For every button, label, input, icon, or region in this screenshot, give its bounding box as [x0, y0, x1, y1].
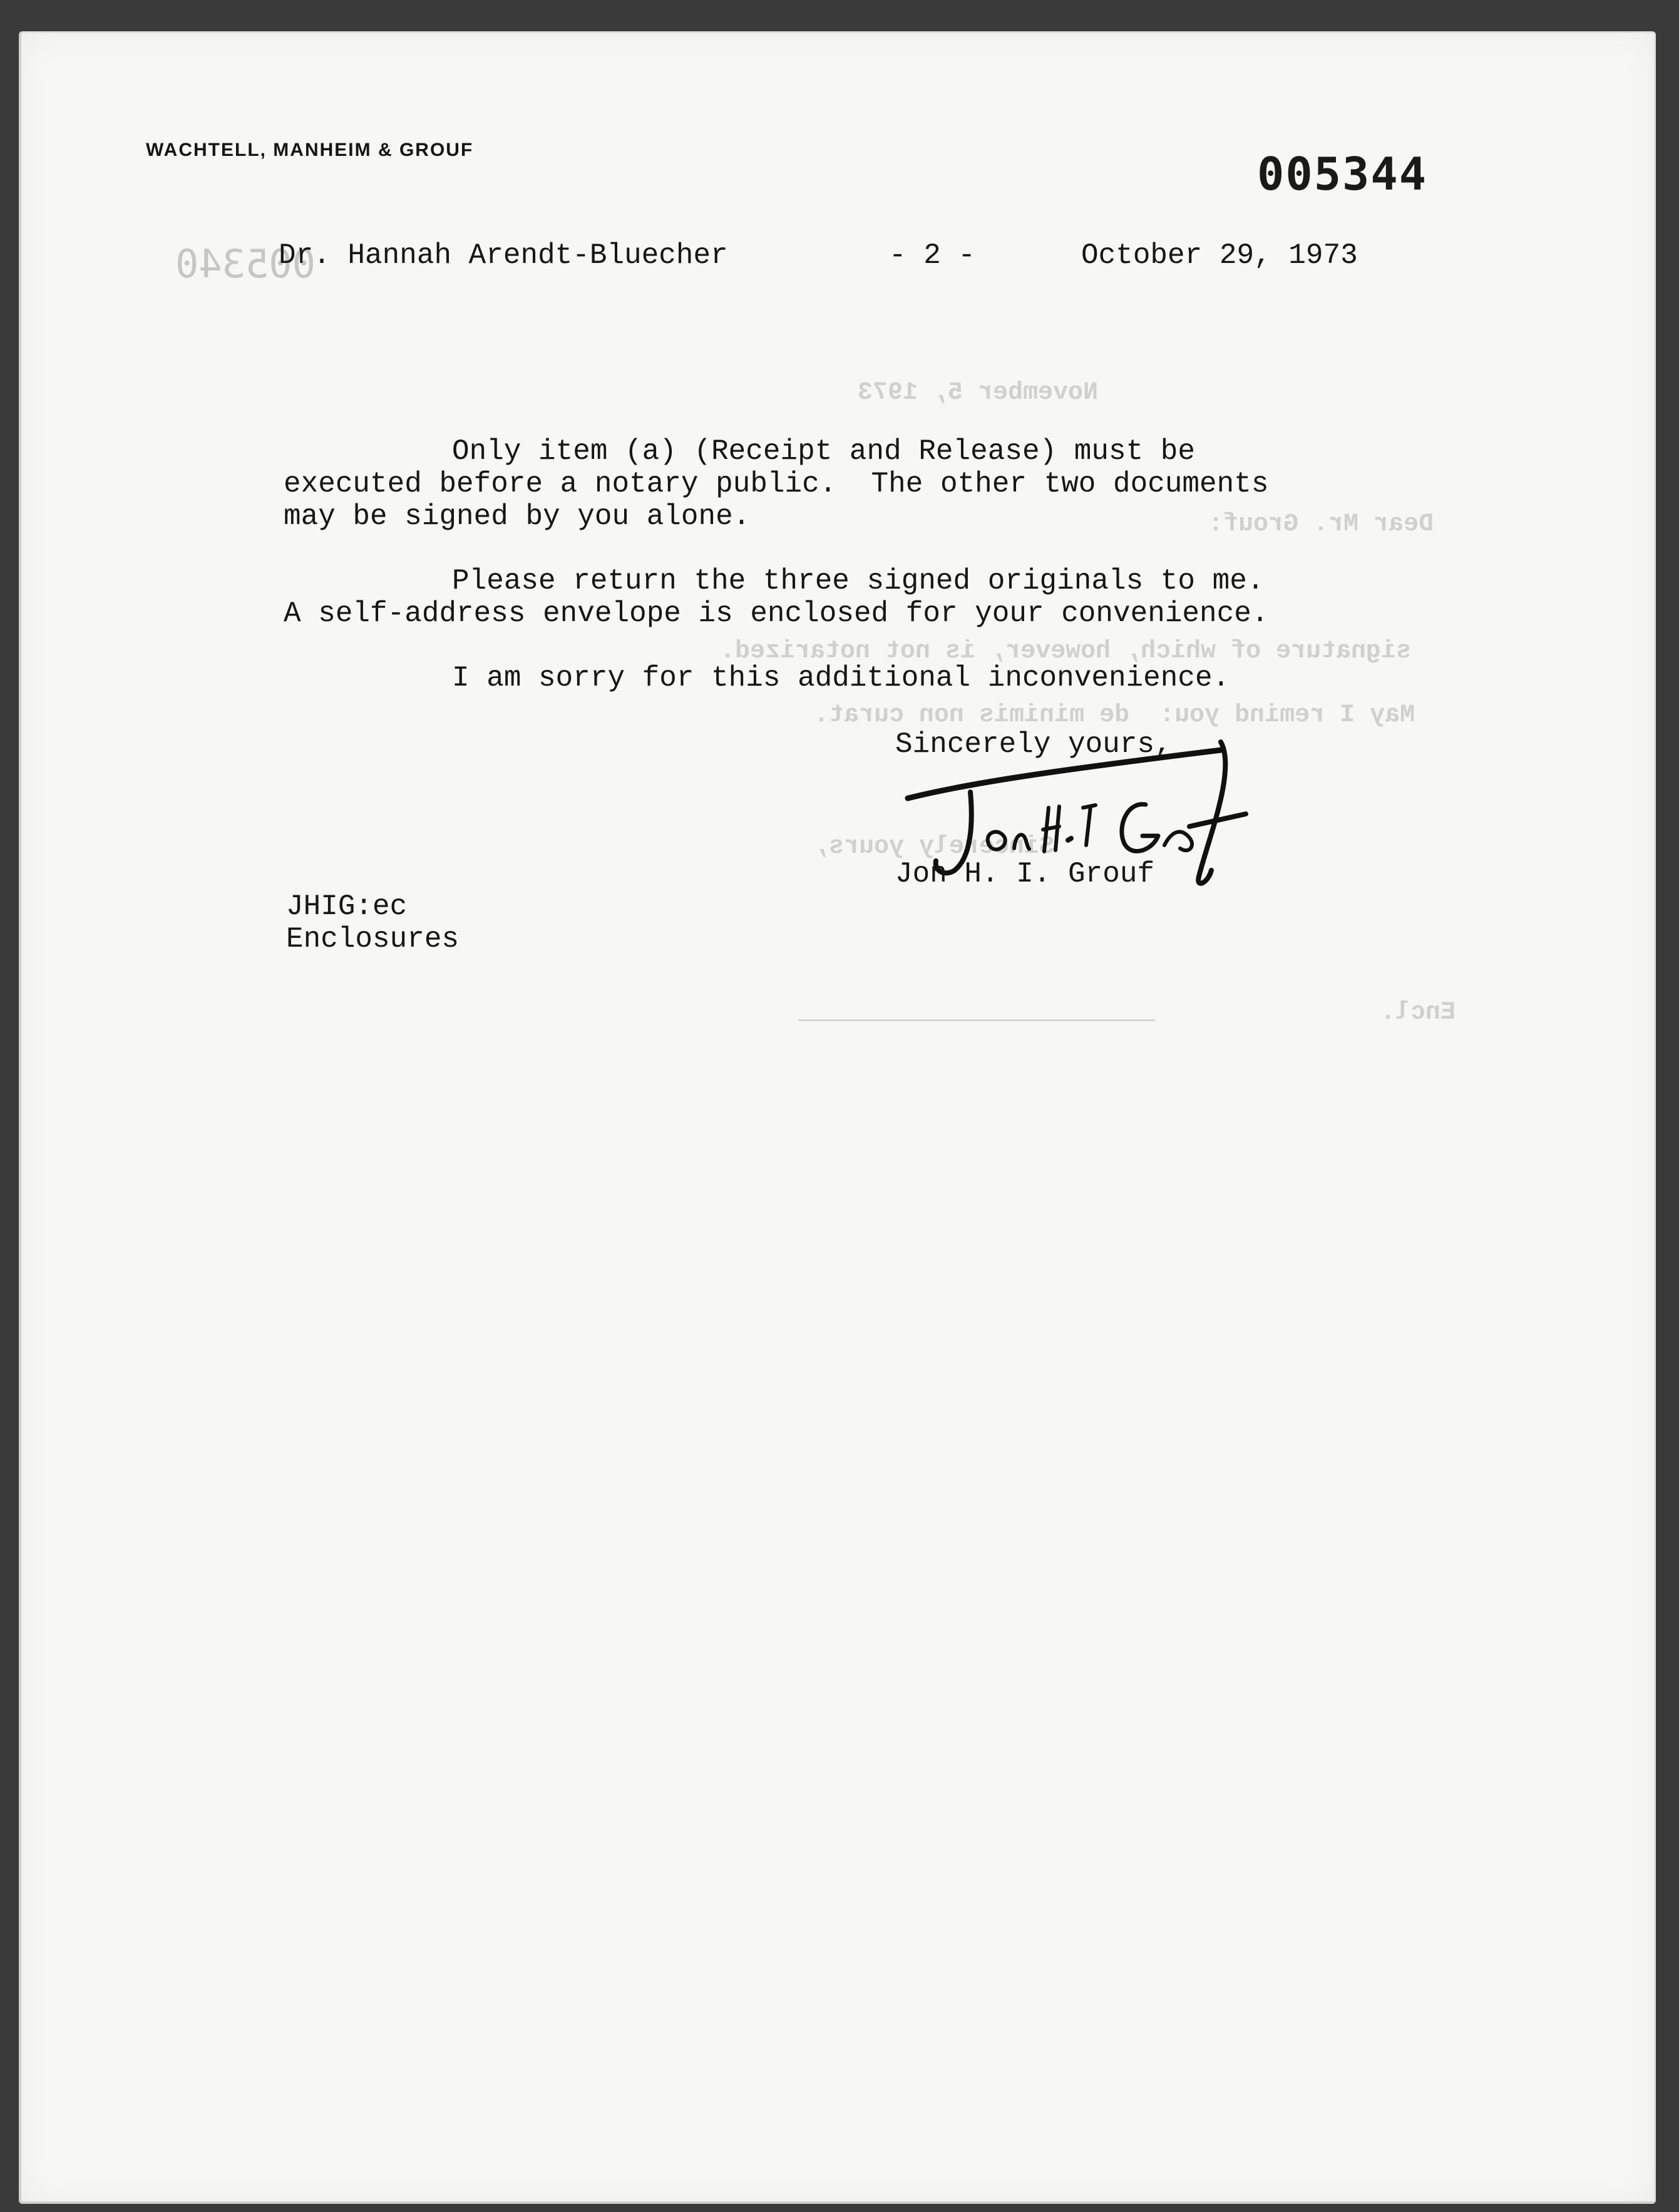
bleed-through-signature-line — [798, 1019, 1155, 1021]
body-paragraph-1-line-3: may be signed by you alone. — [284, 500, 751, 533]
enclosures-note: Enclosures — [286, 923, 460, 955]
bleed-through-number: 005340 — [175, 241, 316, 287]
body-paragraph-1-line-2: executed before a notary public. The other two documents — [284, 468, 1269, 500]
reference-initials: JHIG:ec — [286, 890, 408, 923]
letter-page — [19, 31, 1656, 2204]
bleed-through-enclosure: Encl. — [1380, 999, 1456, 1027]
page-number: - 2 - — [889, 239, 976, 272]
signer-name: Jon H. I. Grouf — [895, 858, 1155, 890]
body-paragraph-3-line-1: I am sorry for this additional inconvenience. — [452, 662, 1230, 694]
bleed-through-line-1: signature of which, however, is not notarized. — [720, 637, 1412, 666]
bleed-through-line-2: May I remind you: de minimis non curat. — [814, 701, 1415, 729]
recipient-header: Dr. Hannah Arendt-Bluecher — [279, 239, 728, 272]
body-paragraph-1-line-1: Only item (a) (Receipt and Release) must be — [452, 435, 1195, 468]
paper-edge — [19, 31, 1656, 2204]
letter-date: October 29, 1973 — [1081, 239, 1358, 272]
letterhead: WACHTELL, MANHEIM & GROUF — [146, 140, 474, 160]
closing: Sincerely yours, — [895, 728, 1172, 761]
body-paragraph-2-line-2: A self-address envelope is enclosed for your convenience. — [284, 597, 1269, 630]
body-paragraph-2-line-1: Please return the three signed originals to me. — [452, 565, 1265, 597]
document-number-stamp: 005344 — [1257, 148, 1428, 200]
bleed-through-date: November 5, 1973 — [858, 379, 1099, 407]
bleed-through-closing: Sincerely yours, — [814, 833, 1055, 861]
bleed-through-salutation: Dear Mr. Grouf: — [1208, 510, 1434, 538]
